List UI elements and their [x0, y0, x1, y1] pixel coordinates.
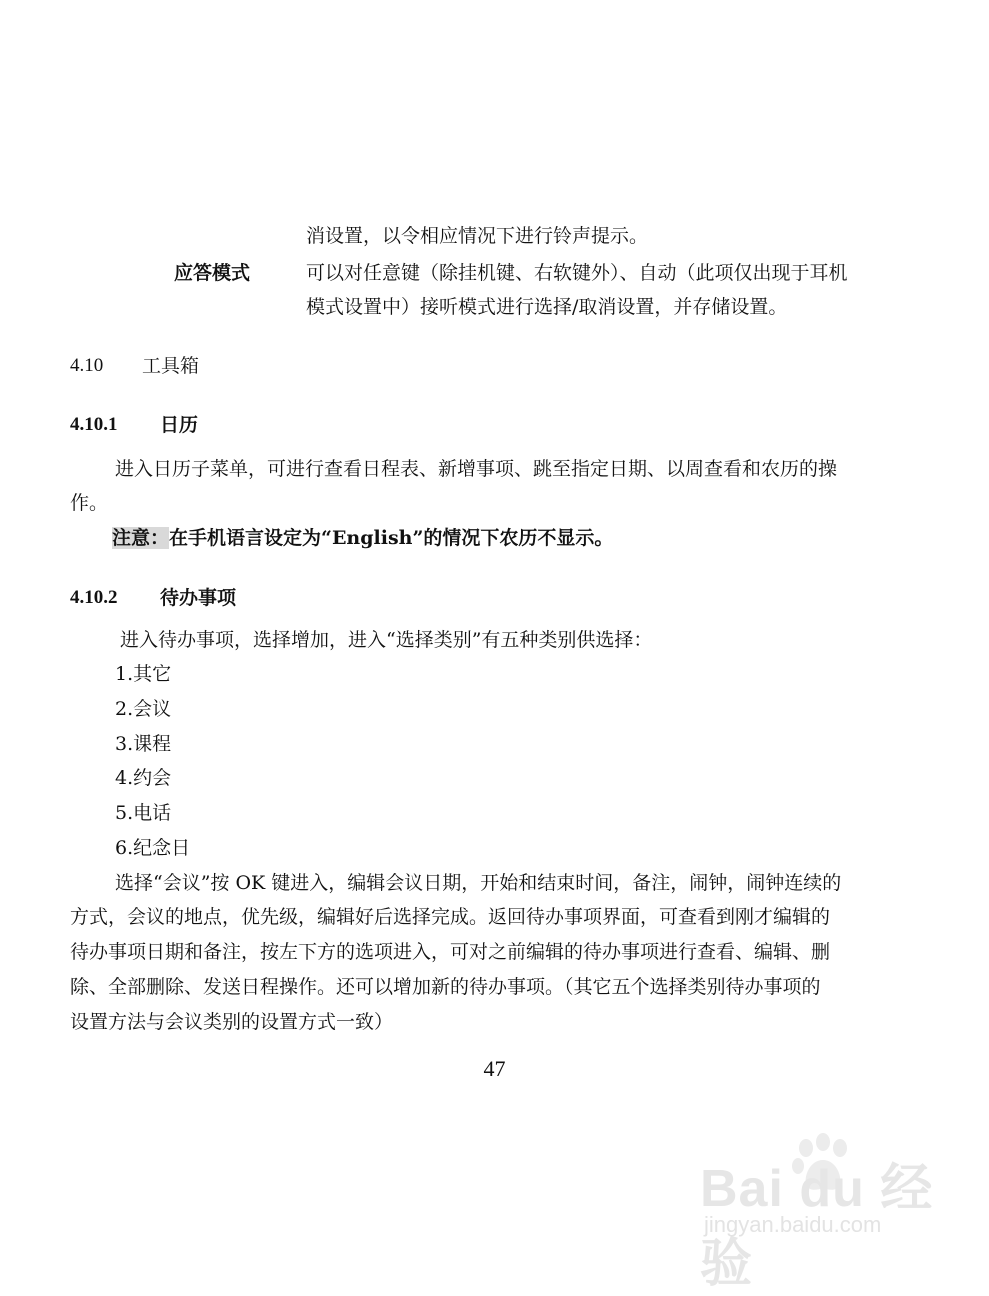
todo-body-line: 待办事项日期和备注，按左下方的选项进入，可对之前编辑的待办事项进行查看、编辑、删: [70, 941, 831, 963]
category-item: 5.电话: [115, 802, 172, 824]
category-item: 1.其它: [115, 663, 172, 685]
baidu-watermark: [700, 1130, 960, 1293]
calendar-note: [112, 523, 613, 553]
todo-body-line: 设置方法与会议类别的设置方式一致）: [70, 1011, 394, 1033]
calendar-body-line-1: 进入日历子菜单，可进行查看日程表、新增事项、跳至指定日期、以周查看和农历的操: [115, 458, 838, 480]
note-text: 在手机语言设定为“English”的情况下农历不显示。: [169, 527, 614, 549]
todo-body-line: 方式，会议的地点，优先级，编辑好后选择完成。返回待办事项界面，可查看到刚才编辑的: [70, 906, 831, 928]
page-number: 47: [483, 1056, 506, 1081]
todo-intro: 进入待办事项，选择增加，进入“选择类别”有五种类别供选择：: [120, 629, 653, 651]
answer-mode-term: 应答模式: [174, 262, 251, 284]
section-4-10-1-number: 4.10.1: [70, 414, 118, 435]
section-4-10-1-title: 日历: [160, 414, 199, 436]
section-4-10-title: 工具箱: [142, 355, 200, 377]
calendar-body-line-2: 作。: [70, 492, 109, 514]
watermark-logo-text: Bai du 经验: [700, 1160, 934, 1293]
section-4-10-2-number: 4.10.2: [70, 587, 118, 608]
watermark-url: jingyan.baidu.com: [704, 1212, 882, 1237]
category-item: 3.课程: [115, 733, 172, 755]
answer-mode-line-2: 模式设置中）接听模式进行选择/取消设置，并存储设置。: [306, 296, 788, 318]
category-item: 4.约会: [115, 767, 172, 789]
answer-mode-line-1: 可以对任意键（除挂机键、右软键外）、自动（此项仅出现于耳机: [306, 262, 848, 284]
section-4-10-2-title: 待办事项: [160, 587, 237, 609]
paragraph-continuation: 消设置，以令相应情况下进行铃声提示。: [306, 225, 649, 247]
note-label: 注意：: [112, 527, 170, 549]
section-4-10-number: 4.10: [70, 355, 104, 376]
category-item: 2.会议: [115, 698, 172, 720]
category-item: 6.纪念日: [115, 837, 191, 859]
todo-body-line: 除、全部删除、发送日程操作。还可以增加新的待办事项。（其它五个选择类别待办事项的: [70, 976, 821, 998]
todo-body-line: 选择“会议”按 OK 键进入，编辑会议日期，开始和结束时间，备注，闹钟，闹钟连续的: [115, 872, 842, 894]
